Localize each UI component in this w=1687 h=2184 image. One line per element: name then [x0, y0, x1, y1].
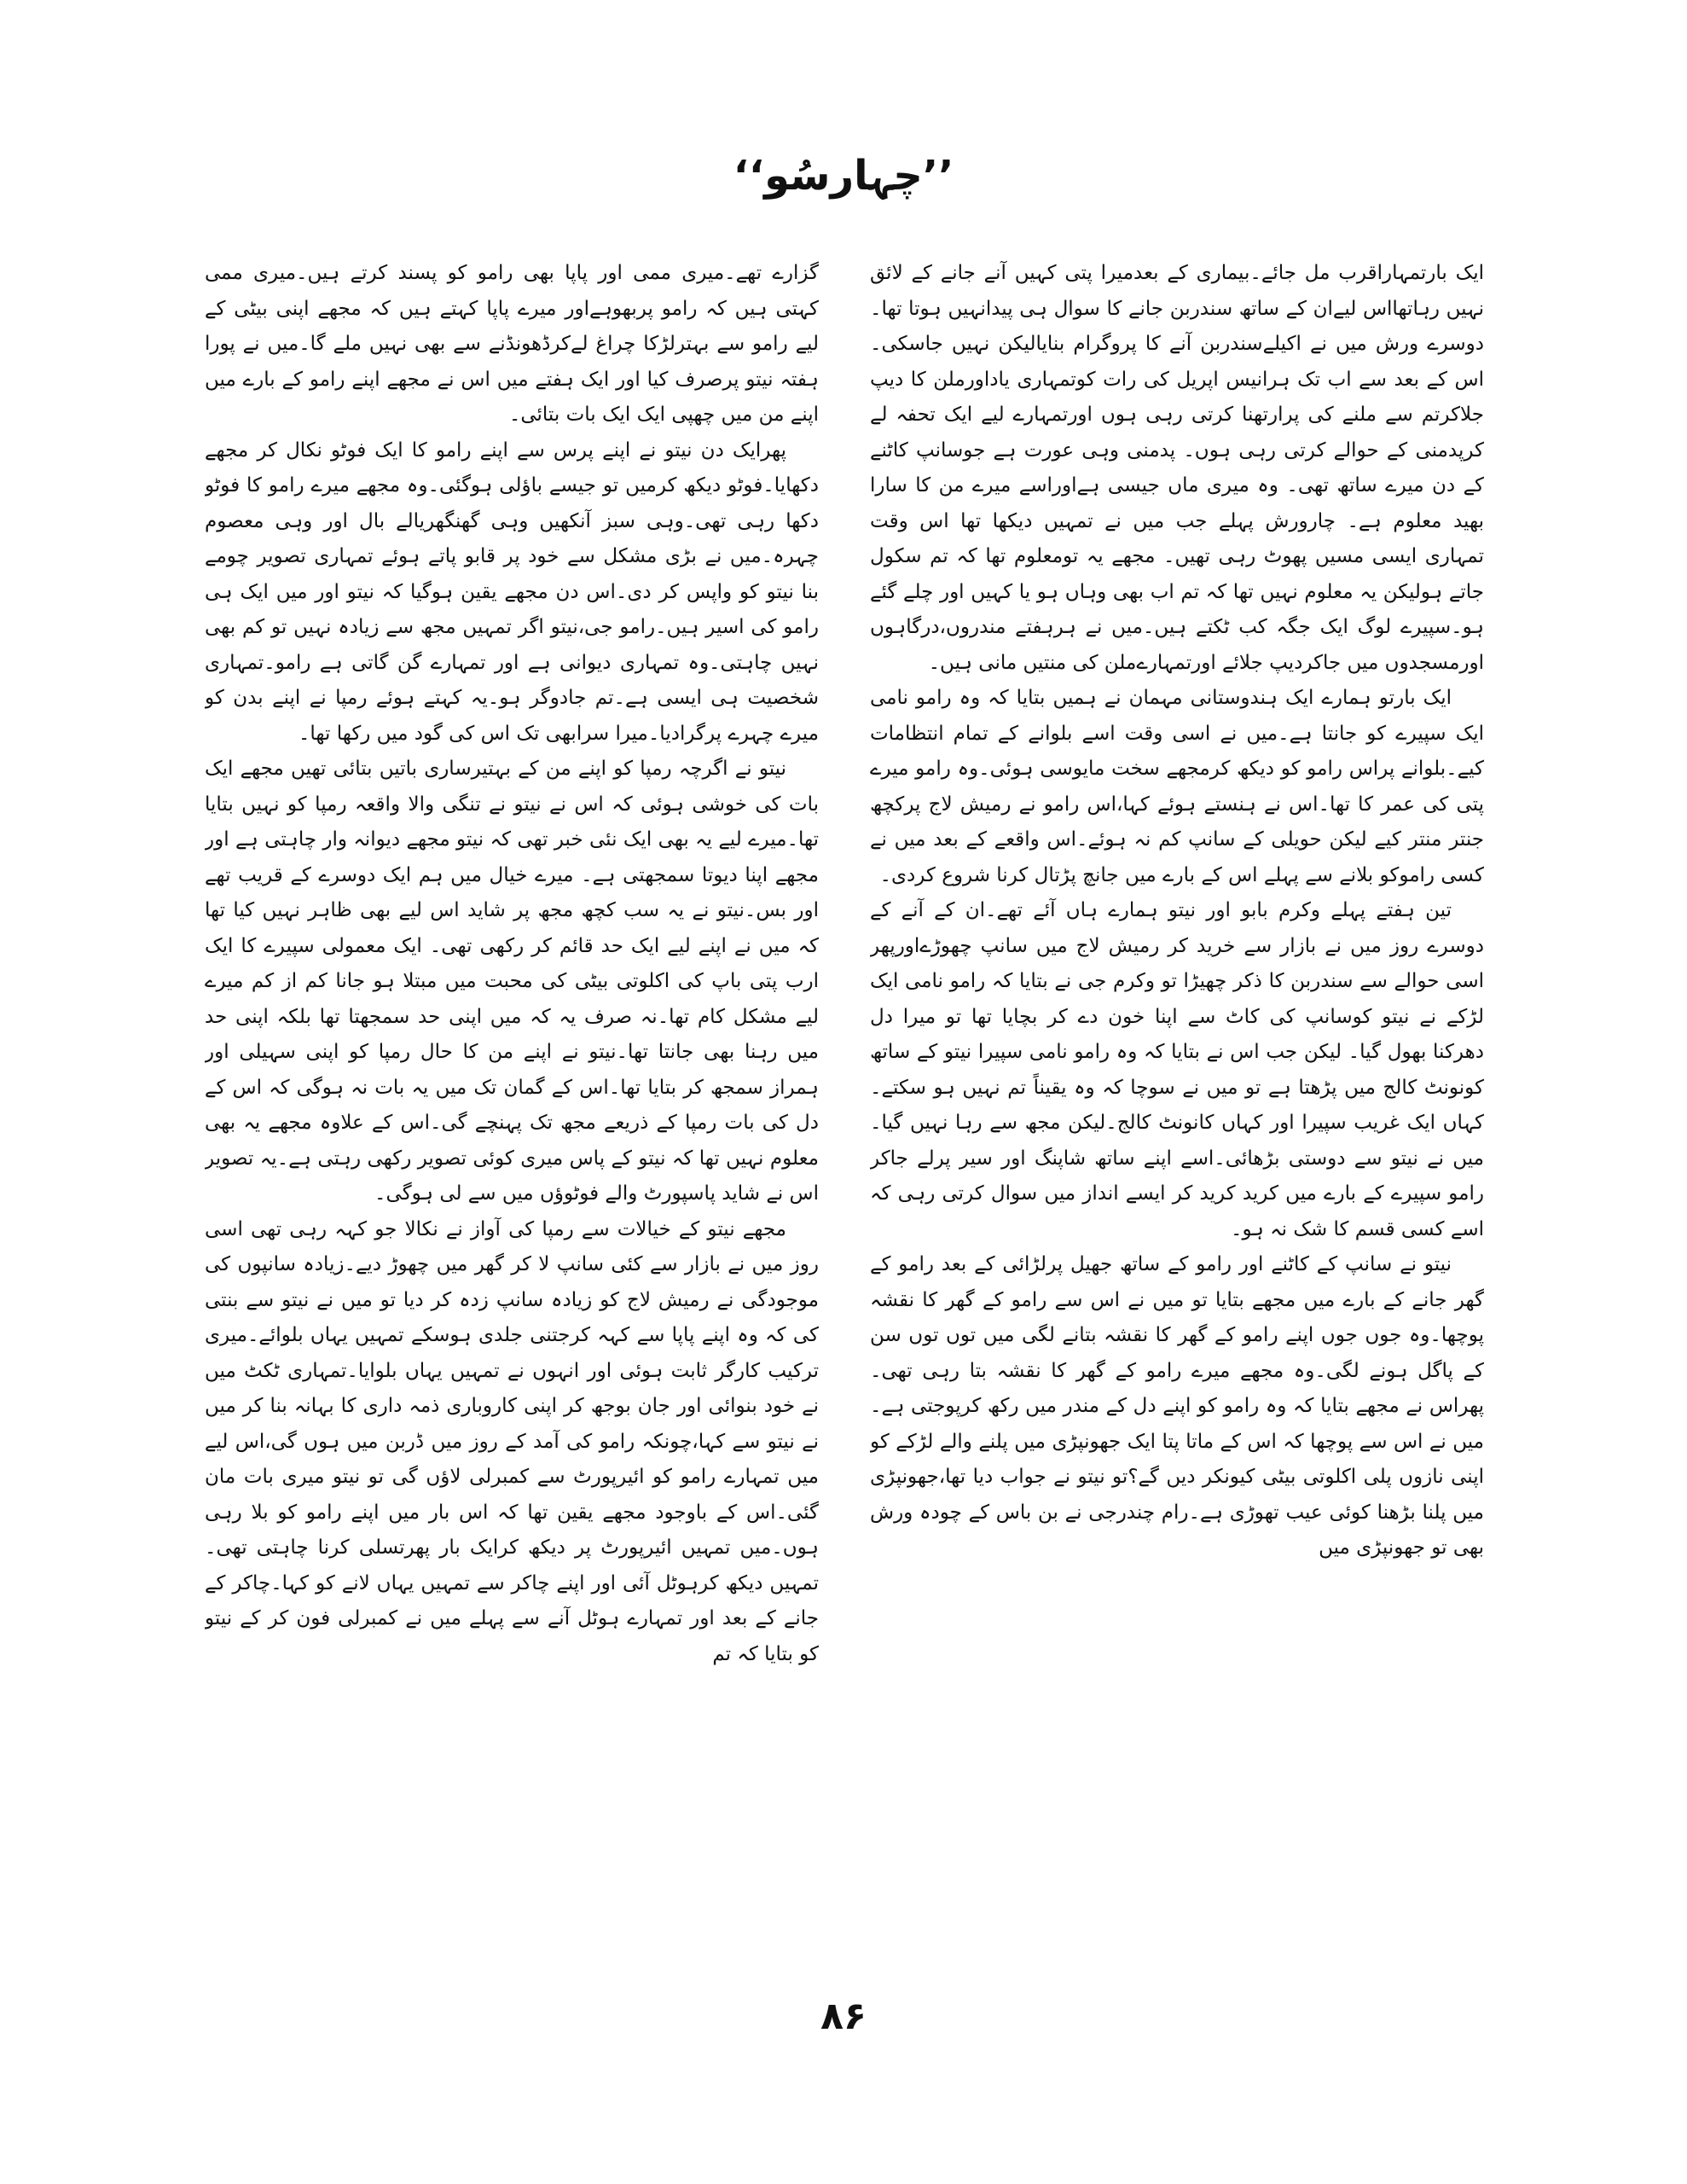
- paragraph: نیتو نے اگرچہ رمپا کو اپنے من کے بہتیرساری باتیں بتائی تھیں مجھے ایک بات کی خوشی ہوئی کہ اس نے نیتو نے تنگی والا واقعہ رمپا کو نہیں بتایا تھا۔میرے لیے یہ بھی ایک نئی خبر تھی کہ نیتو مجھے دیوانہ وار چاہتی ہے اور مجھے اپنا دیوتا سمجھتی ہے۔ میرے خیال میں ہم ایک دوسرے کے قریب تھے اور بس۔نیتو نے یہ سب کچھ مجھ پر شاید اس لیے بھی ظاہر نہیں کیا تھا کہ میں نے اپنے لیے ایک حد قائم کر رکھی تھی۔ ایک معمولی سپیرے کا ایک ارب پتی باپ کی اکلوتی بیٹی کی محبت میں مبتلا ہو جانا کم از کم میرے لیے مشکل کام تھا۔نہ صرف یہ کہ میں اپنی حد سمجھتا تھا بلکہ اپنی حد میں رہنا بھی جانتا تھا۔نیتو نے اپنے من کا حال رمپا کو اپنی سہیلی اور ہمراز سمجھ کر بتایا تھا۔اس کے گمان تک میں یہ بات نہ ہوگی کہ اس کے دل کی بات رمپا کے ذریعے مجھ تک پہنچے گی۔اس کے علاوہ مجھے یہ بھی معلوم نہیں تھا کہ نیتو کے پاس میری کوئی تصویر رکھی رہتی ہے۔یہ تصویر اس نے شاید پاسپورٹ والے فوٹوؤں میں سے لی ہوگی۔: [205, 758, 819, 1205]
- page-number: ۸۶: [820, 1995, 867, 2038]
- right-column: [870, 256, 1484, 1945]
- article-body: [205, 256, 1484, 1945]
- paragraph: نیتو نے سانپ کے کاٹنے اور رامو کے ساتھ جھیل پرلڑائی کے بعد رامو کے گھر جانے کے بارے میں مجھے بتایا تو میں نے اس سے رامو کے گھر کا نقشہ پوچھا۔وہ جوں جوں اپنے رامو کے گھر کا نقشہ بتانے لگی میں توں توں سن کے پاگل ہونے لگی۔وہ مجھے میرے رامو کے گھر کا نقشہ بتا رہی تھی۔پھراس نے مجھے بتایا کہ وہ رامو کو اپنے دل کے مندر میں رکھ کرپوجتی ہے۔میں نے اس سے پوچھا کہ اس کے ماتا پتا ایک جھونپڑی میں پلنے والے لڑکے کو اپنی نازوں پلی اکلوتی بیٹی کیونکر دیں گے؟تو نیتو نے جواب دیا تھا،جھونپڑی میں پلنا بڑھنا کوئی عیب تھوڑی ہے۔رام چندرجی نے بن باس کے چودہ ورش بھی تو جھونپڑی میں: [870, 1253, 1484, 1559]
- paragraph: ایک بارتو ہمارے ایک ہندوستانی مہمان نے ہمیں بتایا کہ وہ رامو نامی ایک سپیرے کو جانتا ہے۔میں نے اسی وقت اسے بلوانے کے تمام انتظامات کیے۔بلوانے پراس رامو کو دیکھ کرمجھے سخت مایوسی ہوئی۔وہ رامو میرے پتی کی عمر کا تھا۔اس نے ہنستے ہوئے کہا،اس رامو نے رمیش لاج پرکچھ جنتر منتر کیے لیکن حویلی کے سانپ کم نہ ہوئے۔اس واقعے کے بعد میں نے کسی راموکو بلانے سے پہلے اس کے بارے میں جانچ پڑتال کرنا شروع کردی۔: [870, 687, 1484, 886]
- paragraph: ایک بارتمہاراقرب مل جائے۔بیماری کے بعدمیرا پتی کہیں آنے جانے کے لائق نہیں رہاتھااس لیےان کے ساتھ سندربن جانے کا سوال ہی پیدانہیں ہوتا تھا۔ دوسرے ورش میں نے اکیلےسندربن آنے کا پروگرام بنایالیکن نہیں جاسکی۔اس کے بعد سے اب تک ہرانیس اپریل کی رات کوتمہاری یاداورملن کا دیپ جلاکرتم سے ملنے کی پرارتھنا کرتی رہی ہوں اورتمہارے لیے ایک تحفہ لے کرپدمنی کے حوالے کرتی رہی ہوں۔ پدمنی وہی عورت ہے جوسانپ کاٹنے کے دن میرے ساتھ تھی۔ وہ میری ماں جیسی ہےاوراسے میرے من کا سارا بھید معلوم ہے۔ چارورش پہلے جب میں نے تمہیں دیکھا تھا اس وقت تمہاری ایسی مسیں پھوٹ رہی تھیں۔ مجھے یہ تومعلوم تھا کہ تم سکول جاتے ہولیکن یہ معلوم نہیں تھا کہ تم اب بھی وہاں ہو یا کہیں اور چلے گئے ہو۔سپیرے لوگ ایک جگہ کب ٹکتے ہیں۔میں نے ہرہفتے مندروں،درگاہوں اورمسجدوں میں جاکردیپ جلائے اورتمہارےملن کی منتیں مانی ہیں۔: [870, 262, 1484, 674]
- paragraph: تین ہفتے پہلے وکرم بابو اور نیتو ہمارے ہاں آئے تھے۔ان کے آنے کے دوسرے روز میں نے بازار سے خرید کر رمیش لاج میں سانپ چھوڑےاورپھر اسی حوالے سے سندربن کا ذکر چھیڑا تو وکرم جی نے بتایا کہ رامو نامی ایک لڑکے نے نیتو کوسانپ کی کاٹ سے اپنا خون دے کر بچایا تھا تو میرا دل دھرکنا بھول گیا۔ لیکن جب اس نے بتایا کہ وہ رامو نامی سپیرا نیتو کے ساتھ کونونٹ کالج میں پڑھتا ہے تو میں نے سوچا کہ وہ یقیناً تم نہیں ہو سکتے۔کہاں ایک غریب سپیرا اور کہاں کانونٹ کالج۔لیکن مجھ سے رہا نہیں گیا۔میں نے نیتو سے دوستی بڑھائی۔اسے اپنے ساتھ شاپنگ اور سیر پرلے جاکر رامو سپیرے کے بارے میں کرید کرید کر ایسے انداز میں سوال کرتی رہی کہ اسے کسی قسم کا شک نہ ہو۔: [870, 899, 1484, 1240]
- left-column: [205, 256, 819, 1945]
- paragraph: پھرایک دن نیتو نے اپنے پرس سے اپنے رامو کا ایک فوٹو نکال کر مجھے دکھایا۔فوٹو دیکھ کرمیں تو جیسے باؤلی ہوگئی۔وہ مجھے میرے رامو کا فوٹو دکھا رہی تھی۔وہی سبز آنکھیں وہی گھنگھریالے بال اور وہی معصوم چہرہ۔میں نے بڑی مشکل سے خود پر قابو پاتے ہوئے تمہاری تصویر چومے بنا نیتو کو واپس کر دی۔اس دن مجھے یقین ہوگیا کہ نیتو اور میں ایک ہی رامو کی اسیر ہیں۔رامو جی،نیتو اگر تمہیں مجھ سے زیادہ نہیں تو کم بھی نہیں چاہتی۔وہ تمہاری دیوانی ہے اور تمہارے گن گاتی ہے رامو۔تمہاری شخصیت ہی ایسی ہے۔تم جادوگر ہو۔یہ کہتے ہوئے رمپا نے اپنے بدن کو میرے چہرے پرگرادیا۔میرا سرابھی تک اس کی گود میں رکھا تھا۔: [205, 439, 819, 745]
- page-title: ’’چہارسُو‘‘: [733, 152, 954, 200]
- paragraph: گزارے تھے۔میری ممی اور پاپا بھی رامو کو پسند کرتے ہیں۔میری ممی کہتی ہیں کہ رامو پربھوہےاور میرے پاپا کہتے ہیں کہ مجھے اپنی بیٹی کے لیے رامو سے بہترلڑکا چراغ لےکرڈھونڈنے سے بھی نہیں ملے گا۔میں نے پورا ہفتہ نیتو پرصرف کیا اور ایک ہفتے میں اس نے مجھے اپنے رامو کے بارے میں اپنے من میں چھپی ایک ایک بات بتائی۔: [205, 262, 819, 426]
- paragraph: مجھے نیتو کے خیالات سے رمپا کی آواز نے نکالا جو کہہ رہی تھی اسی روز میں نے بازار سے کئی سانپ لا کر گھر میں چھوڑ دیے۔زیادہ سانپوں کی موجودگی نے رمیش لاج کو زیادہ سانپ زدہ کر دیا تو میں نے نیتو سے بنتی کی کہ وہ اپنے پاپا سے کہہ کرجتنی جلدی ہوسکے تمہیں یہاں بلوائے۔میری ترکیب کارگر ثابت ہوئی اور انہوں نے تمہیں یہاں بلوایا۔تمہاری ٹکٹ میں نے خود بنوائی اور جان بوجھ کر اپنی کاروباری ذمہ داری کا بہانہ بنا کر میں نے نیتو سے کہا،چونکہ رامو کی آمد کے روز میں ڈربن میں ہوں گی،اس لیے میں تمہارے رامو کو ائیرپورٹ سے کمبرلی لاؤں گی تو نیتو میری بات مان گئی۔اس کے باوجود مجھے یقین تھا کہ اس بار میں اپنے رامو کو بلا رہی ہوں۔میں تمہیں ائیرپورٹ پر دیکھ کرایک بار پھرتسلی کرنا چاہتی تھی۔ تمہیں دیکھ کرہوٹل آئی اور اپنے چاکر سے تمہیں یہاں لانے کو کہا۔چاکر کے جانے کے بعد اور تمہارے ہوٹل آنے سے پہلے میں نے کمبرلی فون کر کے نیتو کو بتایا کہ تم: [205, 1217, 819, 1665]
